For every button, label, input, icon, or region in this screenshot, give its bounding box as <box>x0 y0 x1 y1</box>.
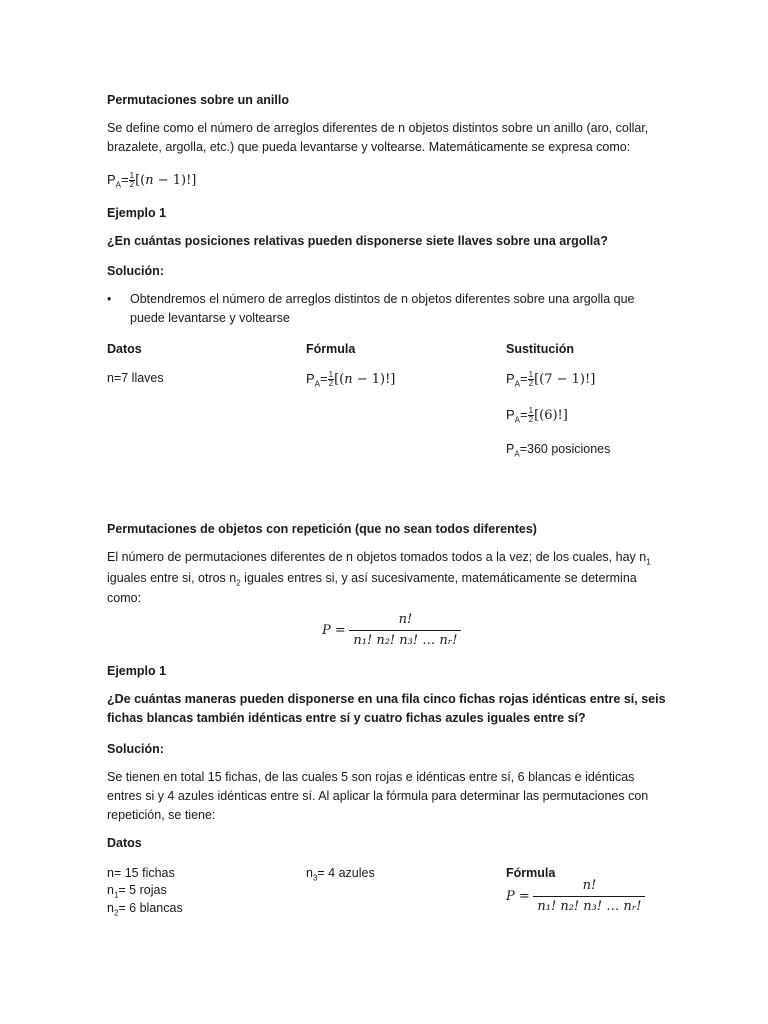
section2-table-formula: 𝑃 = 𝑛! 𝑛₁! 𝑛₂! 𝑛₃! … 𝑛ᵣ! <box>506 878 645 916</box>
section2-question: ¿De cuántas maneras pueden disponerse en una fila cinco fichas rojas idénticas entre sí, seis fichas blancas también idénticas entre sí y cuatro fichas azules iguales entre sí? <box>107 692 666 725</box>
section2-col-formula: Fórmula <box>506 866 556 880</box>
section1-table-formula: $P_A=$ $\frac{1}{2}$ [(𝑛 − 1)!] <box>306 370 396 389</box>
section1-result: $P_A=360$ posiciones <box>506 442 611 459</box>
section1-solution-label: Solución: <box>107 264 164 278</box>
section1-question: ¿En cuántas posiciones relativas pueden disponerse siete llaves sobre una argolla? <box>107 234 608 248</box>
section2-dato-n1: $n_1= 5$ rojas <box>107 883 167 900</box>
section1-col-formula: Fórmula <box>306 342 356 356</box>
section1-title: Permutaciones sobre un anillo <box>107 93 289 107</box>
section1-dato1: n=7 llaves <box>107 371 164 385</box>
section2-solution-text: Se tienen en total 15 fichas, de las cuales 5 son rojas e idénticas entre sí, 6 blancas e idénticas entres si y 4 azules idénticas entre sí. Al aplicar la fórmula para determinar las permutaciones con repetición, se tiene: <box>107 770 649 822</box>
bullet-dot: • <box>107 292 112 306</box>
fraction-one-half: $\frac{1}{2}$ <box>129 171 135 190</box>
section2-example-title: Ejemplo 1 <box>107 664 167 678</box>
section1-substitution-2: $P_A=$ $\frac{1}{2}$ [(6)!] <box>506 406 568 425</box>
section2-dato-n: n= 15 fichas <box>107 866 175 880</box>
section1-col-datos: Datos <box>107 342 142 356</box>
section2-dato-n3: $n_3= 4$ azules <box>306 866 375 883</box>
section2-solution-label: Solución: <box>107 742 164 756</box>
section2-dato-n2: $n_2= 6$ blancas <box>107 901 183 918</box>
section1-bullet-text: Obtendremos el número de arreglos distintos de n objetos diferentes sobre una argolla que puede levantarse y voltearse <box>130 292 635 325</box>
section2-definition: El número de permutaciones diferentes de n objetos tomados todos a la vez; de los cuales, hay $n_1$ iguales entre si, otros $n_2$ iguales entres si, y así sucesivamente, matemáticamente se determina como: <box>107 550 651 605</box>
section1-formula: $P_A=$ $\frac{1}{2}$ [(𝑛 − 1)!] <box>107 171 197 190</box>
section1-substitution-1: $P_A=$ $\frac{1}{2}$ [(7 − 1)!] <box>506 370 596 389</box>
section2-col-datos: Datos <box>107 836 142 850</box>
section2-formula: 𝑃 = 𝑛! 𝑛₁! 𝑛₂! 𝑛₃! … 𝑛ᵣ! <box>322 612 461 650</box>
section2-title: Permutaciones de objetos con repetición (que no sean todos diferentes) <box>107 522 537 536</box>
section1-col-sustitucion: Sustitución <box>506 342 575 356</box>
permutation-fraction: 𝑛! 𝑛₁! 𝑛₂! 𝑛₃! … 𝑛ᵣ! <box>349 612 461 650</box>
section1-definition: Se define como el número de arreglos diferentes de n objetos distintos sobre un anillo (aro, collar, brazalete, argolla, etc.) que pueda levantarse y voltearse. Matemáticamente se expresa como: <box>107 121 649 154</box>
section1-example-title: Ejemplo 1 <box>107 206 167 220</box>
